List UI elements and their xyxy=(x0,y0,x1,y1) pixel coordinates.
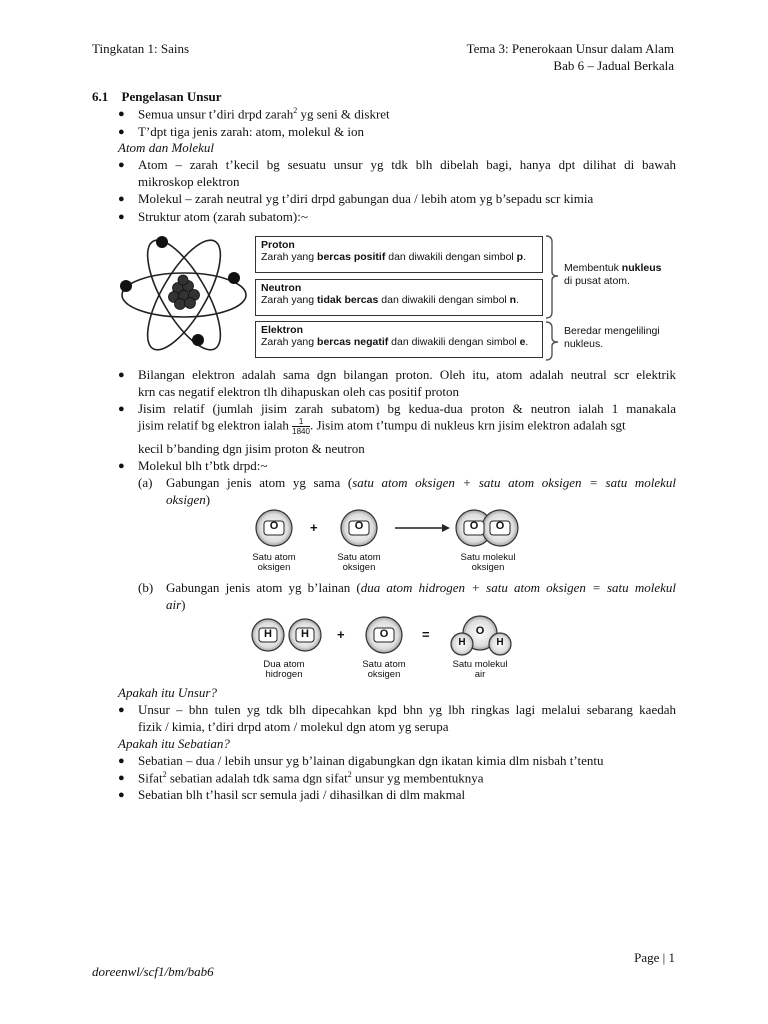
subheading-atom-molekul: Atom dan Molekul xyxy=(118,140,215,155)
section-heading xyxy=(92,89,222,105)
molecule-b-text-l2: air) xyxy=(166,597,186,612)
molecule-b-label: (b) xyxy=(138,580,154,595)
bullet-relative-mass-l2: jisim relatif bg elektron ialah $\frac{1}{1840}$ . Jisim atom t’tumpu di nukleus krn jisim elektron adalah sgt xyxy=(138,417,626,436)
equals-sign: = xyxy=(422,627,430,642)
bullet-icon: ● xyxy=(118,159,125,171)
header-right-line2: Bab 6 – Jadual Berkala xyxy=(553,58,674,73)
electron-dot xyxy=(156,236,168,248)
caption-water-molecule: Satu molekul air xyxy=(452,659,508,680)
brackets xyxy=(544,234,562,362)
h-symbol: H xyxy=(301,628,309,640)
bullet-icon: ● xyxy=(118,789,125,801)
header-right-line1: Tema 3: Penerokaan Unsur dalam Alam xyxy=(466,41,674,56)
bullet-electron-count-l1: Bilangan elektron adalah sama dgn bilangan proton. Oleh itu, atom adalah neutral scr elektrik xyxy=(138,367,676,382)
sebatian-bullet-3: Sebatian blh t’hasil scr semula jadi / dihasilkan di dlm makmal xyxy=(138,787,466,802)
bullet-icon: ● xyxy=(118,755,125,767)
subheading-sebatian: Apakah itu Sebatian? xyxy=(118,736,230,751)
electron-dot xyxy=(120,280,132,292)
atom-bullet-1-l1: Atom – zarah t’kecil bg sesuatu unsur yg tdk blh dibelah bagi, hanya dpt dilihat di bawah xyxy=(138,157,676,172)
bullet-electron-count-l2: krn cas negatif elektron tlh dihapuskan oleh cas positif proton xyxy=(138,384,459,399)
footer-author: doreenwl/scf1/bm/bab6 xyxy=(92,964,214,979)
proton-title: Proton xyxy=(261,239,295,251)
bullet-icon: ● xyxy=(118,369,125,381)
bullet-icon: ● xyxy=(118,403,125,415)
o-symbol: O xyxy=(354,520,364,532)
section-number: 6.1 xyxy=(92,89,109,104)
o-symbol: O xyxy=(379,628,389,640)
h-symbol: H xyxy=(496,637,504,648)
molecule-a-text-l2: oksigen) xyxy=(166,492,211,507)
bullet-icon: ● xyxy=(118,704,125,716)
bullet-relative-mass-l3: kecil b’banding dgn jisim proton & neutron xyxy=(138,441,365,456)
o-symbol: O xyxy=(269,520,279,532)
atom-diagram xyxy=(118,228,254,362)
caption-oxygen-atom-2: Satu atom oksigen xyxy=(337,552,381,573)
bullet-relative-mass-l1: Jisim relatif (jumlah jisim zarah subatom) bg kedua-dua proton & neutron ialah 1 manakala xyxy=(138,401,676,416)
subheading-unsur: Apakah itu Unsur? xyxy=(118,685,217,700)
electron-dot xyxy=(192,334,204,346)
oxygen-molecule-diagram xyxy=(250,508,530,552)
plus-sign: + xyxy=(337,627,345,642)
atom-bullet-3: Struktur atom (zarah subatom):~ xyxy=(138,209,308,224)
plus-sign: + xyxy=(310,520,318,535)
electron-title: Elektron xyxy=(261,324,304,336)
electron-box xyxy=(255,321,543,358)
h-symbol: H xyxy=(264,628,272,640)
molecule-b-text-l1: Gabungan jenis atom yg b’lainan (dua atom hidrogen + satu atom oksigen = satu molekul xyxy=(166,580,676,595)
intro-bullet-2: T’dpt tiga jenis zarah: atom, molekul & ion xyxy=(138,124,365,139)
proton-box xyxy=(255,236,543,273)
electron-desc: Zarah yang bercas negatif dan diwakili dengan simbol e. xyxy=(261,336,529,348)
bullet-icon: ● xyxy=(118,772,125,784)
h-symbol: H xyxy=(458,637,466,648)
bullet-icon: ● xyxy=(118,460,125,472)
atom-bullet-2: Molekul – zarah neutral yg t’diri drpd gabungan dua / lebih atom yg b’sepadu scr kimia xyxy=(138,191,594,206)
bullet-icon: ● xyxy=(118,126,125,138)
header-left: Tingkatan 1: Sains xyxy=(92,41,190,56)
unsur-bullet-l2: fizik / kimia, t’diri drpd atom / molekul dgn atom yg serupa xyxy=(138,719,449,734)
atom-bullet-1-l2: mikroskop elektron xyxy=(138,174,240,189)
proton-desc: Zarah yang bercas positif dan diwakili dengan simbol p. xyxy=(261,251,526,263)
caption-oxygen-molecule: Satu molekul oksigen xyxy=(460,552,516,573)
bullet-icon: ● xyxy=(118,193,125,205)
o-symbol: O xyxy=(469,520,479,532)
caption-oxygen-atom-b: Satu atom oksigen xyxy=(362,659,406,680)
nucleus-note: Membentuk nukleus di pusat atom. xyxy=(564,262,662,287)
sebatian-bullet-1: Sebatian – dua / lebih unsur yg b’lainan digabungkan dgn ikatan kimia dlm nisbah t’tentu xyxy=(138,753,604,768)
o-symbol: O xyxy=(475,625,485,637)
fraction: $\frac{1}{1840}$ xyxy=(292,417,310,436)
caption-hydrogen-atoms: Dua atom hidrogen xyxy=(263,659,305,680)
bullet-icon: ● xyxy=(118,108,125,120)
sebatian-bullet-2: Sifat$^2$ sebatian adalah tdk sama dgn sifat$^2$ unsur yg membentuknya xyxy=(138,770,484,786)
neutron-desc: Zarah yang tidak bercas dan diwakili dengan simbol n. xyxy=(261,294,520,306)
neutron-title: Neutron xyxy=(261,282,302,294)
neutron-box xyxy=(255,279,543,316)
intro-bullet-1: Semua unsur t’diri drpd zarah$^2$ yg seni & diskret xyxy=(138,106,390,122)
section-title: Pengelasan Unsur xyxy=(121,89,222,104)
electron-dot xyxy=(228,272,240,284)
bullet-molecule-formed: Molekul blh t’btk drpd:~ xyxy=(138,458,268,473)
molecule-a-text-l1: Gabungan jenis atom yg sama (satu atom oksigen + satu atom oksigen = satu molekul xyxy=(166,475,677,490)
orbit-note: Beredar mengelilingi nukleus. xyxy=(564,325,660,350)
nucleus xyxy=(169,275,200,310)
page-number: Page | 1 xyxy=(634,950,675,965)
unsur-bullet-l1: Unsur – bhn tulen yg tdk blh dipecahkan kpd bhn yg lbh ringkas lagi melalui sebarang kaedah xyxy=(138,702,676,717)
caption-oxygen-atom-1: Satu atom oksigen xyxy=(252,552,296,573)
molecule-a-label: (a) xyxy=(138,475,153,490)
o-symbol: O xyxy=(495,520,505,532)
bullet-icon: ● xyxy=(118,211,125,223)
